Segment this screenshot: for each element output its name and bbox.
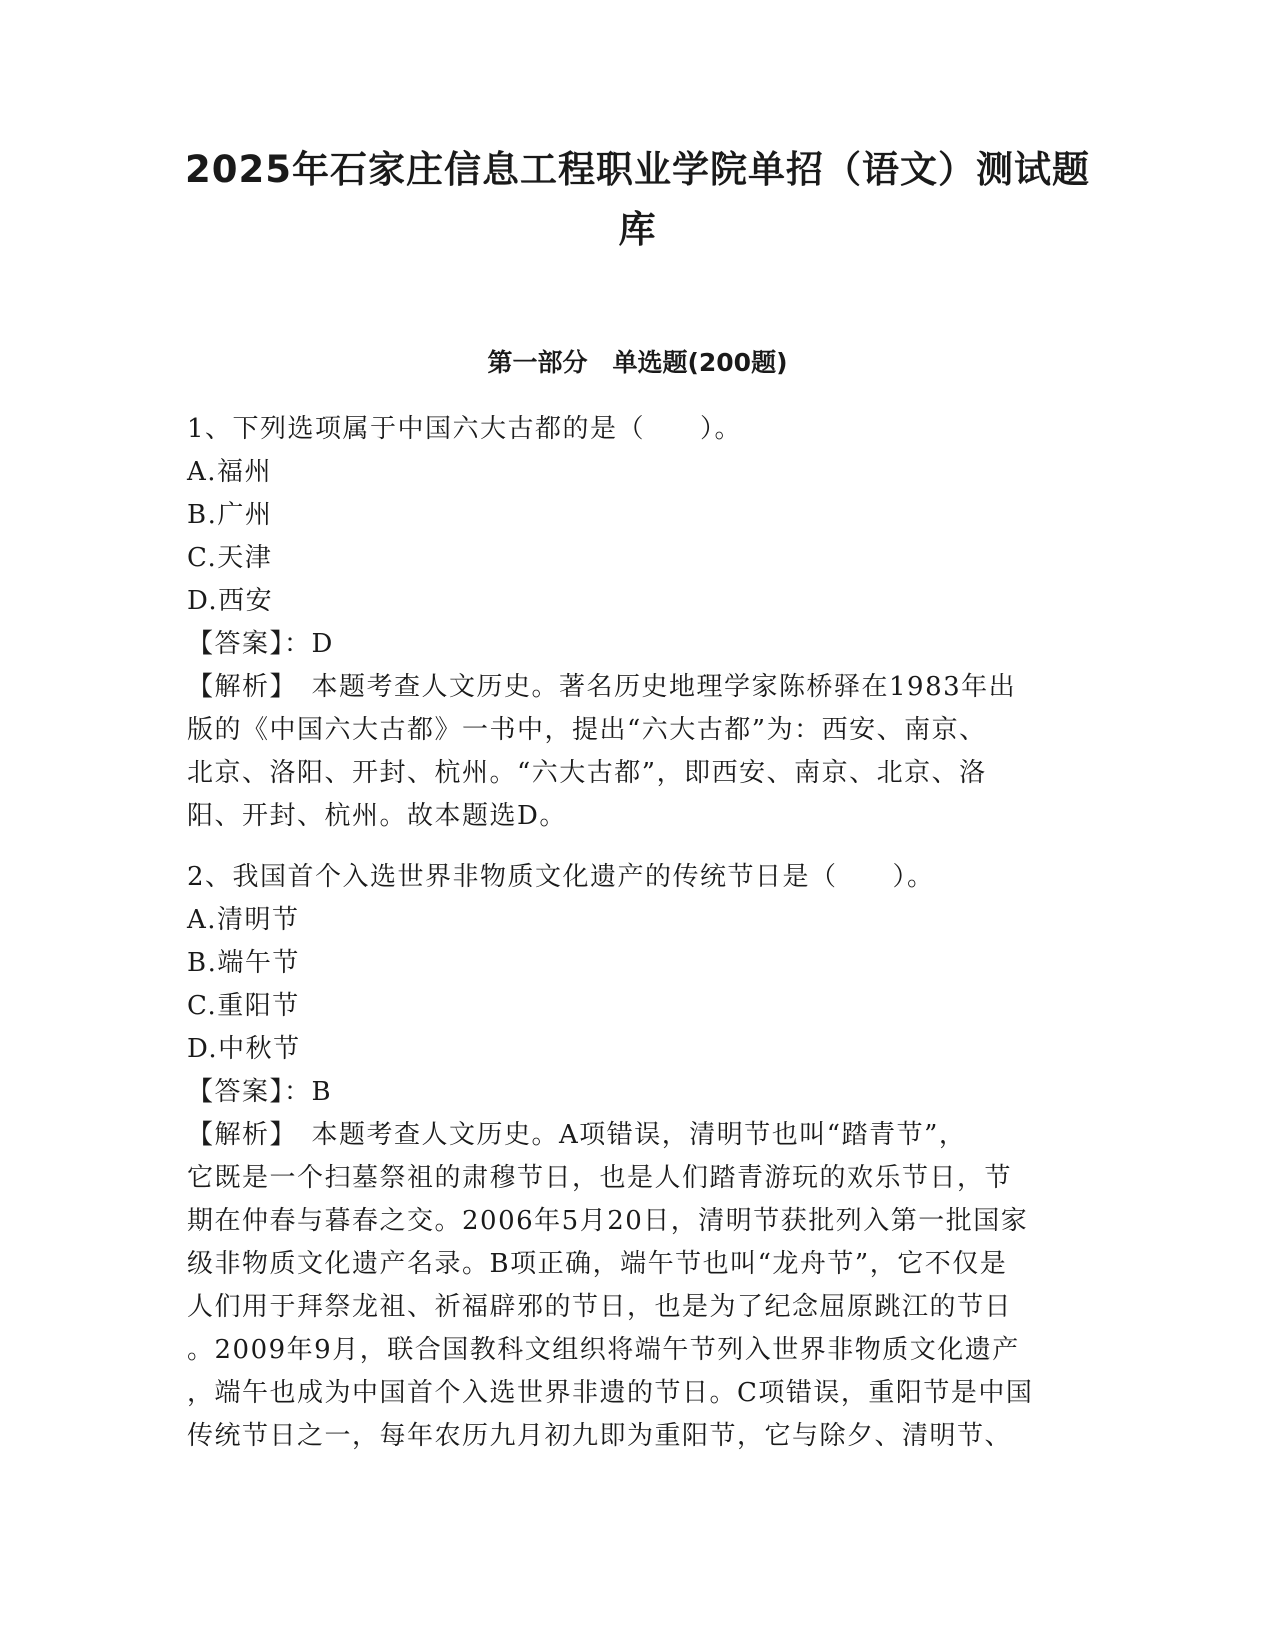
analysis-text-line: 。2009年9月，联合国教科文组织将端午节列入世界非物质文化遗产 [187, 1335, 1020, 1365]
question-stem: 1、下列选项属于中国六大古都的是（ ）。 [187, 414, 743, 444]
option-b: B.广州 [187, 500, 273, 530]
analysis-label: 【解析】 [187, 672, 285, 702]
document-title-line-2: 库 [618, 208, 657, 251]
analysis-row [187, 1114, 1087, 1157]
question-stem: 2、我国首个入选世界非物质文化遗产的传统节日是（ ）。 [187, 862, 935, 892]
answer-value: B [311, 1077, 333, 1107]
analysis-text-line: 期在仲春与暮春之交。2006年5月20日，清明节获批列入第一批国家 [187, 1206, 1029, 1236]
analysis-text-line: ，端午也成为中国首个入选世界非遗的节日。C项错误，重阳节是中国 [187, 1378, 1034, 1408]
question-list [187, 408, 1087, 1458]
answer-value: D [311, 629, 334, 659]
option-a: A.福州 [187, 457, 273, 487]
option-a: A.清明节 [187, 905, 300, 935]
analysis-text-line: 阳、开封、杭州。故本题选D。 [187, 801, 567, 831]
analysis-text-line: 级非物质文化遗产名录。B项正确，端午节也叫“龙舟节”，它不仅是 [187, 1249, 1008, 1279]
document-title-line-1: 2025年石家庄信息工程职业学院单招（语文）测试题 [185, 148, 1090, 191]
answer-label: 【答案】： [187, 1077, 312, 1107]
analysis-text-line: 传统节日之一，每年农历九月初九即为重阳节，它与除夕、清明节、 [187, 1421, 1013, 1451]
analysis-row [187, 666, 1087, 709]
option-d: D.西安 [187, 586, 274, 616]
option-b: B.端午节 [187, 948, 300, 978]
analysis-label: 【解析】 [187, 1120, 285, 1150]
analysis-text-line: 人们用于拜祭龙祖、祈福辟邪的节日，也是为了纪念屈原跳江的节日 [187, 1292, 1013, 1322]
answer-row [187, 1071, 1087, 1114]
option-c: C.天津 [187, 543, 273, 573]
analysis-text-line: 北京、洛阳、开封、杭州。“六大古都”，即西安、南京、北京、洛 [187, 758, 987, 788]
analysis-text-line: 它既是一个扫墓祭祖的肃穆节日，也是人们踏青游玩的欢乐节日，节 [187, 1163, 1013, 1193]
answer-label: 【答案】： [187, 629, 312, 659]
question-1 [187, 408, 1087, 838]
option-d: D.中秋节 [187, 1034, 301, 1064]
section-heading: 第一部分 单选题(200题) [487, 348, 788, 377]
document-title [170, 140, 1105, 260]
answer-row [187, 623, 1087, 666]
analysis-text-line: 本题考查人文历史。著名历史地理学家陈桥驿在1983年出 [284, 672, 1017, 702]
analysis-text-line: 本题考查人文历史。A项错误，清明节也叫“踏青节”， [284, 1120, 967, 1150]
option-c: C.重阳节 [187, 991, 300, 1021]
analysis-text-line: 版的《中国六大古都》一书中，提出“六大古都”为：西安、南京、 [187, 715, 987, 745]
question-2 [187, 856, 1087, 1458]
